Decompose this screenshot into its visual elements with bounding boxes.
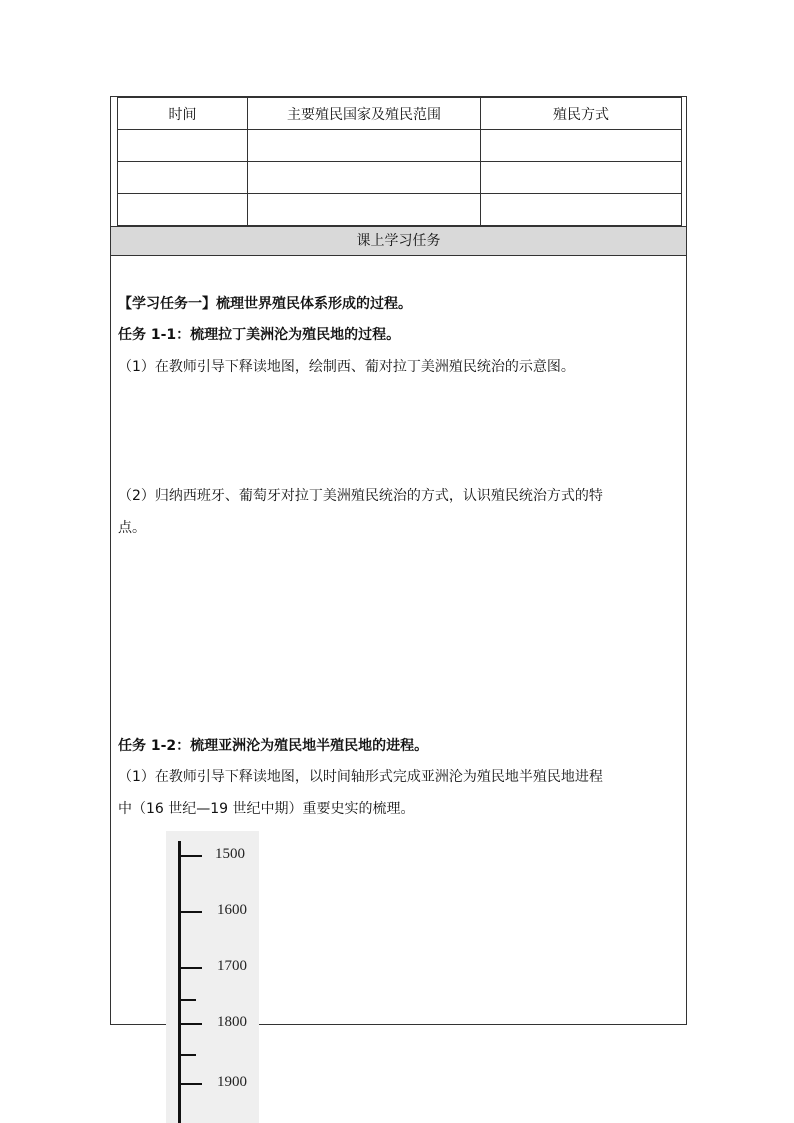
task1-2-item1-line2: 中（16 世纪—19 世纪中期）重要史实的梳理。 bbox=[118, 801, 415, 817]
table-cell[interactable] bbox=[481, 194, 682, 226]
task1-2-item1-line1: （1）在教师引导下释读地图，以时间轴形式完成亚洲沦为殖民地半殖民地进程 bbox=[118, 769, 603, 785]
task1-heading: 【学习任务一】梳理世界殖民体系形成的过程。 bbox=[118, 296, 412, 312]
timeline-tick-major bbox=[178, 855, 202, 857]
table-row bbox=[118, 194, 682, 226]
section-title-bar: 课上学习任务 bbox=[111, 226, 686, 256]
table-cell[interactable] bbox=[248, 130, 481, 162]
timeline-tick-major bbox=[178, 1023, 202, 1025]
task1-1-item2-line1: （2）归纳西班牙、葡萄牙对拉丁美洲殖民统治的方式，认识殖民统治方式的特 bbox=[118, 488, 603, 504]
task1-2-title: 任务 1-2：梳理亚洲沦为殖民地半殖民地的进程。 bbox=[118, 738, 429, 754]
table-cell[interactable] bbox=[481, 162, 682, 194]
timeline-label-1600: 1600 bbox=[217, 902, 247, 918]
timeline-label-1700: 1700 bbox=[217, 958, 247, 974]
header-time: 时间 bbox=[118, 98, 248, 130]
timeline-label-1500: 1500 bbox=[215, 846, 245, 862]
table-cell[interactable] bbox=[481, 130, 682, 162]
table-row bbox=[118, 162, 682, 194]
task1-1-item1: （1）在教师引导下释读地图，绘制西、葡对拉丁美洲殖民统治的示意图。 bbox=[118, 359, 575, 375]
table-header-row bbox=[118, 98, 682, 130]
task1-1-item2-line2: 点。 bbox=[118, 520, 146, 536]
table-cell[interactable] bbox=[118, 194, 248, 226]
timeline-axis bbox=[178, 841, 181, 1123]
timeline-tick-minor bbox=[178, 1054, 196, 1056]
table-row bbox=[118, 130, 682, 162]
timeline-image bbox=[166, 831, 259, 1123]
timeline-label-1900: 1900 bbox=[217, 1074, 247, 1090]
table-cell[interactable] bbox=[248, 162, 481, 194]
colonial-summary-table bbox=[117, 97, 682, 226]
table-cell[interactable] bbox=[118, 162, 248, 194]
task1-1-title: 任务 1-1：梳理拉丁美洲沦为殖民地的过程。 bbox=[118, 327, 401, 343]
table-cell[interactable] bbox=[248, 194, 481, 226]
timeline-tick-major bbox=[178, 911, 202, 913]
timeline-tick-major bbox=[178, 1083, 202, 1085]
timeline-tick-minor bbox=[178, 999, 196, 1001]
header-countries-scope: 主要殖民国家及殖民范围 bbox=[248, 98, 481, 130]
timeline-tick-major bbox=[178, 967, 202, 969]
timeline-label-1800: 1800 bbox=[217, 1014, 247, 1030]
header-method: 殖民方式 bbox=[481, 98, 682, 130]
table-cell[interactable] bbox=[118, 130, 248, 162]
